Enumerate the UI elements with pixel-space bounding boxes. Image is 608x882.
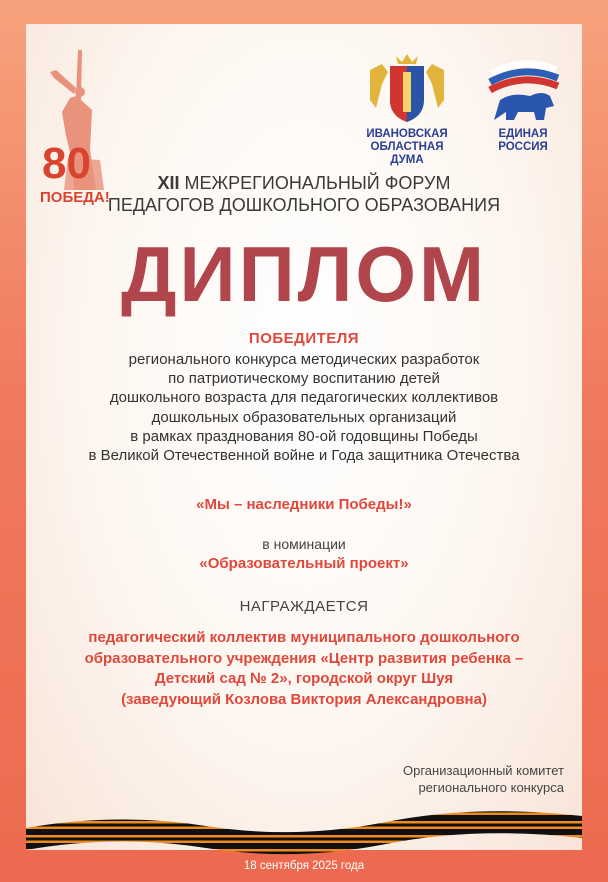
recipient <box>0 628 608 710</box>
contest-line: по патриотическому воспитанию детей <box>168 370 440 388</box>
party-emblem <box>478 50 568 153</box>
badge-label: ПОБЕДА! <box>40 189 110 206</box>
recipient-line: образовательного учреждения «Центр развития ребенка – <box>84 649 524 667</box>
forum-line-1: МЕЖРЕГИОНАЛЬНЫЙ ФОРУМ <box>184 173 451 193</box>
party-caption: ЕДИНАЯ РОССИЯ <box>498 128 548 153</box>
winner-label: ПОБЕДИТЕЛЯ <box>248 330 360 347</box>
emblems <box>350 50 570 166</box>
nomination-name: «Образовательный проект» <box>199 555 409 572</box>
contest-line: регионального конкурса методических разработок <box>128 351 480 368</box>
committee-line: Организационный комитет <box>403 763 564 778</box>
recipient-line: педагогический коллектив муниципального дошкольного <box>88 629 520 646</box>
forum-line-2: ПЕДАГОГОВ ДОШКОЛЬНОГО ОБРАЗОВАНИЯ <box>107 195 501 215</box>
nomination-label: в номинации <box>262 536 346 552</box>
duma-caption: ИВАНОВСКАЯ ОБЛАСТНАЯ ДУМА <box>366 128 448 166</box>
st-george-ribbon <box>26 776 582 856</box>
forum-numeral: XII <box>157 173 180 193</box>
recipient-line: (заведующий Козлова Виктория Александровна) <box>121 690 487 708</box>
contest-line: в рамках празднования 80-ой годовщины Победы <box>130 427 478 445</box>
awarded-label: НАГРАЖДАЕТСЯ <box>239 598 369 615</box>
coat-of-arms-icon <box>362 50 452 126</box>
coat-of-arms-emblem <box>362 50 452 166</box>
contest-line: дошкольного возраста для педагогических коллективов <box>109 389 499 407</box>
party-bear-icon <box>478 50 568 126</box>
contest-line: дошкольных образовательных организаций <box>151 408 457 426</box>
committee-line: регионального конкурса <box>418 780 564 795</box>
contest-motto: «Мы – наследники Победы!» <box>196 496 412 513</box>
issue-date: 18 сентября 2025 года <box>243 860 365 872</box>
recipient-line: Детский сад № 2», городской округ Шуя <box>154 670 454 687</box>
diploma-title: ДИПЛОМ <box>120 230 488 318</box>
badge-number: 80 <box>42 139 91 188</box>
contest-description <box>0 350 608 465</box>
contest-line: в Великой Отечественной войне и Года защитника Отечества <box>88 447 520 465</box>
forum-heading <box>0 172 608 216</box>
